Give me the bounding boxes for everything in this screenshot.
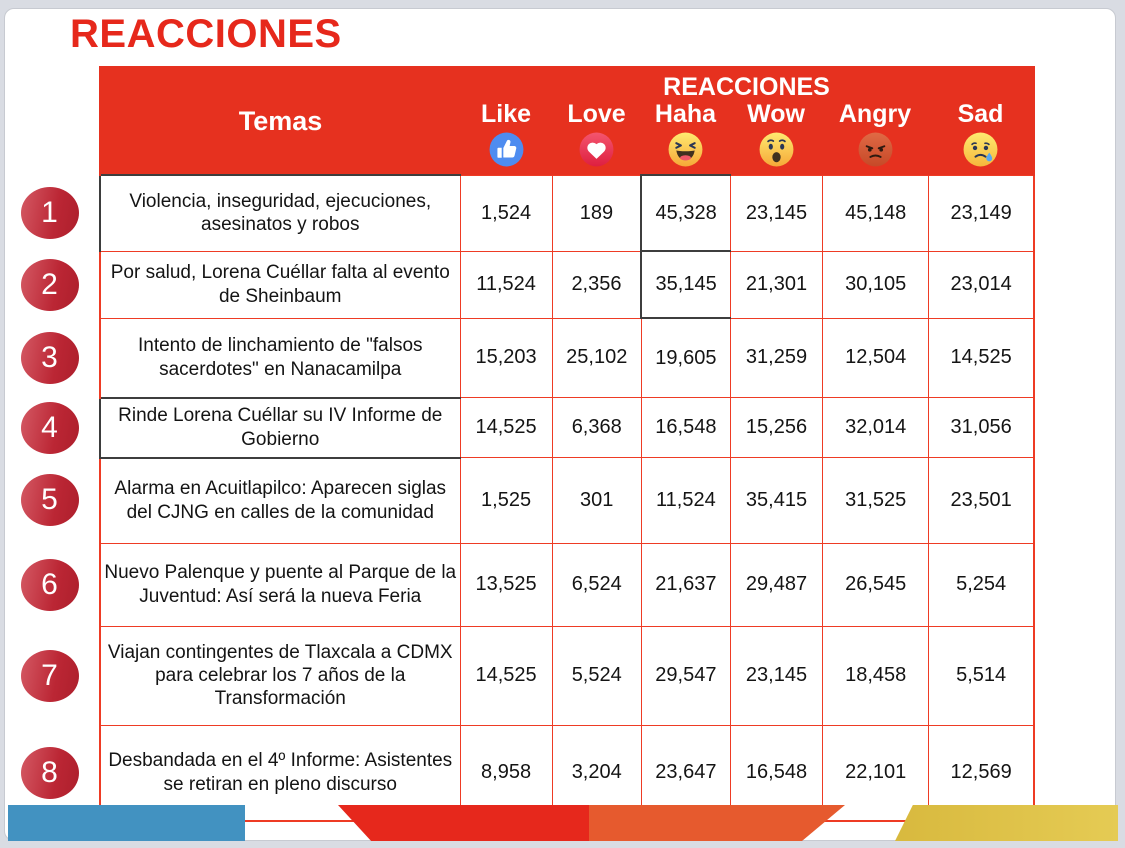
row-number-badge: 3 [21, 332, 79, 384]
table-row [0, 543, 1034, 626]
value-cell-sad: 5,514 [929, 626, 1034, 725]
value-cell-angry: 32,014 [823, 398, 929, 458]
column-header-love [552, 101, 641, 167]
row-number-badge: 2 [21, 259, 79, 311]
topic-cell: Intento de linchamiento de "falsos sacerdotes" en Nanacamilpa [100, 318, 460, 398]
column-header-haha [641, 101, 730, 167]
band-yellow-bar [895, 805, 1118, 841]
column-header-temas: Temas [100, 67, 460, 175]
row-number-badge: 7 [21, 650, 79, 702]
wow-icon [759, 129, 794, 167]
love-icon [579, 129, 614, 167]
value-cell-like: 1,525 [460, 458, 552, 544]
value-cell-haha: 11,524 [641, 458, 730, 544]
value-cell-sad: 12,569 [929, 725, 1034, 821]
value-cell-wow: 31,259 [730, 318, 822, 398]
value-cell-like: 14,525 [460, 626, 552, 725]
value-cell-haha: 29,547 [641, 626, 730, 725]
reaction-columns-header [460, 101, 1033, 167]
reactions-header [460, 67, 1034, 175]
table-header-row [0, 67, 1034, 175]
table-row [0, 318, 1034, 398]
value-cell-angry: 45,148 [823, 175, 929, 251]
table-row [0, 398, 1034, 458]
column-header-angry [822, 101, 928, 167]
topic-cell: Desbandada en el 4º Informe: Asistentes se retiran en pleno discurso [100, 725, 460, 821]
page-title: REACCIONES [70, 12, 342, 56]
value-cell-sad: 23,014 [929, 251, 1034, 318]
row-number-cell [0, 626, 100, 725]
row-number-cell [0, 543, 100, 626]
column-label: Love [567, 100, 626, 129]
topic-cell: Violencia, inseguridad, ejecuciones, asesinatos y robos [100, 175, 460, 251]
value-cell-wow: 29,487 [730, 543, 822, 626]
value-cell-sad: 23,149 [929, 175, 1034, 251]
value-cell-sad: 14,525 [929, 318, 1034, 398]
column-header-wow [730, 101, 822, 167]
table-row [0, 626, 1034, 725]
band-orange-bar [589, 805, 845, 841]
column-label: Angry [838, 100, 912, 129]
value-cell-like: 15,203 [460, 318, 552, 398]
value-cell-like: 14,525 [460, 398, 552, 458]
haha-icon [668, 129, 703, 167]
value-cell-sad: 23,501 [929, 458, 1034, 544]
value-cell-love: 2,356 [552, 251, 641, 318]
row-number-cell [0, 398, 100, 458]
bottom-decoration-band [0, 805, 1125, 841]
value-cell-wow: 15,256 [730, 398, 822, 458]
sad-icon [963, 129, 998, 167]
value-cell-angry: 31,525 [823, 458, 929, 544]
topic-cell: Rinde Lorena Cuéllar su IV Informe de Gobierno [100, 398, 460, 458]
row-number-badge: 1 [21, 187, 79, 239]
row-number-cell [0, 458, 100, 544]
column-label: Like [480, 100, 532, 129]
value-cell-haha: 45,328 [641, 175, 730, 251]
value-cell-like: 8,958 [460, 725, 552, 821]
column-label: Wow [747, 100, 805, 129]
value-cell-angry: 30,105 [823, 251, 929, 318]
value-cell-love: 301 [552, 458, 641, 544]
row-number-badge: 8 [21, 747, 79, 799]
topic-cell: Por salud, Lorena Cuéllar falta al evento de Sheinbaum [100, 251, 460, 318]
value-cell-angry: 22,101 [823, 725, 929, 821]
value-cell-love: 6,368 [552, 398, 641, 458]
value-cell-wow: 16,548 [730, 725, 822, 821]
like-icon [489, 129, 524, 167]
topic-cell: Viajan contingentes de Tlaxcala a CDMX para celebrar los 7 años de la Transformación [100, 626, 460, 725]
value-cell-sad: 5,254 [929, 543, 1034, 626]
row-number-badge: 6 [21, 559, 79, 611]
value-cell-love: 3,204 [552, 725, 641, 821]
value-cell-love: 5,524 [552, 626, 641, 725]
value-cell-love: 6,524 [552, 543, 641, 626]
value-cell-angry: 12,504 [823, 318, 929, 398]
value-cell-haha: 19,605 [641, 318, 730, 398]
value-cell-like: 13,525 [460, 543, 552, 626]
reactions-table [0, 66, 1035, 822]
row-number-badge: 4 [21, 402, 79, 454]
value-cell-haha: 23,647 [641, 725, 730, 821]
angry-icon [858, 129, 893, 167]
value-cell-haha: 35,145 [641, 251, 730, 318]
band-red-bar [338, 805, 589, 841]
value-cell-like: 1,524 [460, 175, 552, 251]
value-cell-wow: 21,301 [730, 251, 822, 318]
value-cell-sad: 31,056 [929, 398, 1034, 458]
header-group-label: REACCIONES [663, 73, 830, 101]
value-cell-haha: 21,637 [641, 543, 730, 626]
value-cell-love: 25,102 [552, 318, 641, 398]
band-blue-bar [8, 805, 245, 841]
topic-cell: Nuevo Palenque y puente al Parque de la Juventud: Así será la nueva Feria [100, 543, 460, 626]
value-cell-wow: 23,145 [730, 175, 822, 251]
table-row [0, 175, 1034, 251]
value-cell-love: 189 [552, 175, 641, 251]
table-row [0, 458, 1034, 544]
column-label: Sad [957, 100, 1004, 129]
value-cell-angry: 18,458 [823, 626, 929, 725]
value-cell-wow: 35,415 [730, 458, 822, 544]
header-number-rail-spacer [0, 67, 100, 175]
row-number-badge: 5 [21, 474, 79, 526]
table-row [0, 251, 1034, 318]
value-cell-angry: 26,545 [823, 543, 929, 626]
column-header-like [460, 101, 552, 167]
column-header-sad [928, 101, 1033, 167]
row-number-cell [0, 175, 100, 251]
column-label: Haha [654, 100, 717, 129]
value-cell-like: 11,524 [460, 251, 552, 318]
row-number-cell [0, 318, 100, 398]
value-cell-wow: 23,145 [730, 626, 822, 725]
topic-cell: Alarma en Acuitlapilco: Aparecen siglas del CJNG en calles de la comunidad [100, 458, 460, 544]
row-number-cell [0, 251, 100, 318]
value-cell-haha: 16,548 [641, 398, 730, 458]
